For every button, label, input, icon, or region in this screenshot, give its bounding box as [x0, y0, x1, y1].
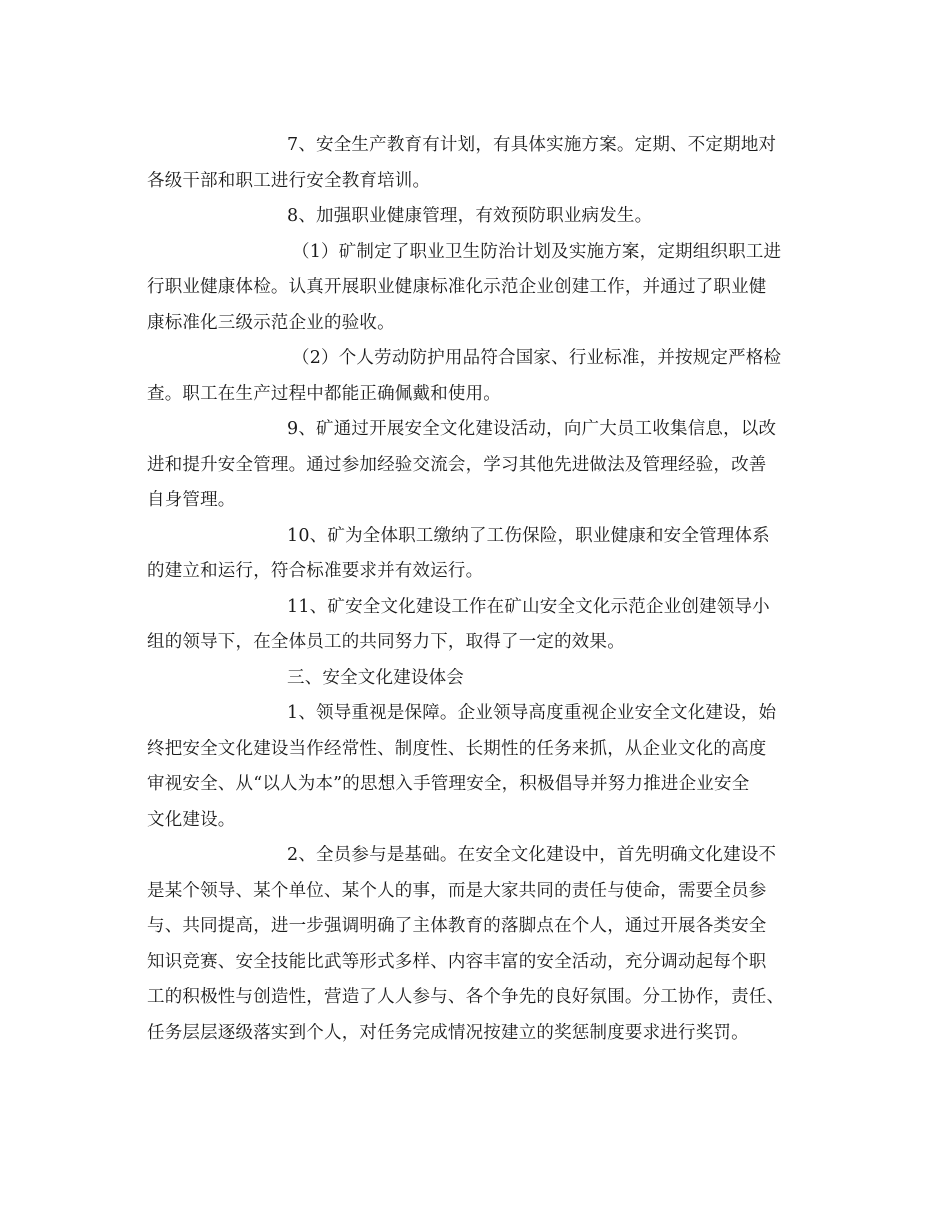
text-line: 知识竞赛、安全技能比武等形式多样、内容丰富的安全活动，充分调动起每个职 — [147, 951, 767, 972]
text-line: 文化建设。 — [147, 809, 236, 830]
text-line: 与、共同提高，进一步强调明确了主体教育的落脚点在个人，通过开展各类安全 — [147, 916, 767, 936]
text-line: 1、领导重视是保障。企业领导高度重视企业安全文化建设，始 — [287, 703, 777, 723]
text-line: 8、加强职业健康管理，有效预防职业病发生。 — [287, 206, 653, 226]
text-line: 10、矿为全体职工缴纳了工伤保险，职业健康和安全管理体系 — [287, 525, 770, 546]
text-line: 各级干部和职工进行安全教育培训。 — [147, 170, 431, 191]
text-line: 行职业健康体检。认真开展职业健康标准化示范企业创建工作，并通过了职业健 — [147, 277, 767, 297]
section-heading: 三、安全文化建设体会 — [287, 667, 464, 688]
text-line: 进和提升安全管理。通过参加经验交流会，学习其他先进做法及管理经验，改善 — [147, 454, 767, 475]
text-line: 7、安全生产教育有计划，有具体实施方案。定期、不定期地对 — [287, 135, 777, 155]
text-line: 终把安全文化建设当作经常性、制度性、长期性的任务来抓，从企业文化的高度 — [147, 738, 767, 759]
text-line: （2）个人劳动防护用品符合国家、行业标准，并按规定严格检 — [292, 348, 782, 368]
text-line: 查。职工在生产过程中都能正确佩戴和使用。 — [147, 383, 501, 404]
text-line: （1）矿制定了职业卫生防治计划及实施方案，定期组织职工进 — [292, 241, 782, 262]
text-line: 组的领导下，在全体员工的共同努力下，取得了一定的效果。 — [147, 632, 625, 652]
text-line: 任务层层逐级落实到个人，对任务完成情况按建立的奖惩制度要求进行奖罚。 — [147, 1022, 749, 1043]
text-line: 是某个领导、某个单位、某个人的事，而是大家共同的责任与使命，需要全员参 — [147, 880, 767, 901]
text-line: 的建立和运行，符合标准要求并有效运行。 — [147, 561, 484, 581]
text-line: 9、矿通过开展安全文化建设活动，向广大员工收集信息，以改 — [287, 419, 777, 439]
text-line: 康标准化三级示范企业的验收。 — [147, 312, 395, 333]
text-line: 2、全员参与是基础。在安全文化建设中，首先明确文化建设不 — [287, 845, 777, 865]
document-page — [147, 128, 809, 1051]
text-line: 审视安全、从“以人为本”的思想入手管理安全，积极倡导并努力推进企业安全 — [147, 774, 750, 794]
text-line: 11、矿安全文化建设工作在矿山安全文化示范企业创建领导小 — [287, 596, 770, 617]
text-line: 工的积极性与创造性，营造了人人参与、各个争先的良好氛围。分工协作，责任、 — [147, 987, 785, 1007]
text-line: 自身管理。 — [147, 490, 236, 510]
